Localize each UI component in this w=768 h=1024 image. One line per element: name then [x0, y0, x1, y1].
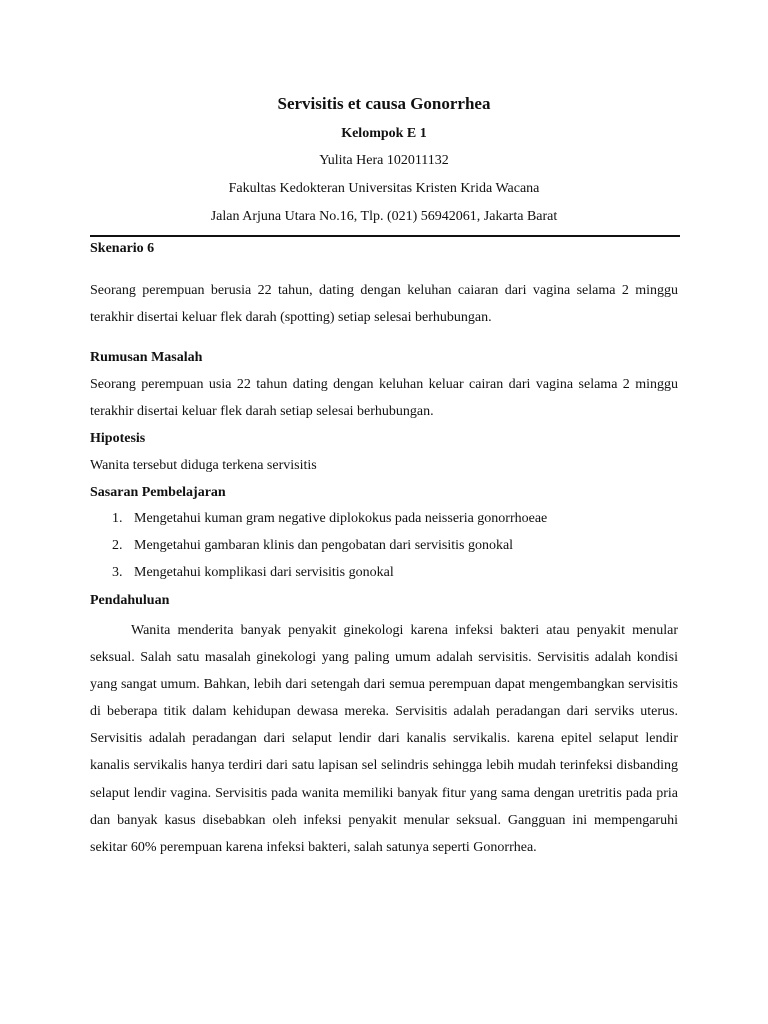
- list-number: 1.: [112, 511, 123, 526]
- faculty-line: Fakultas Kedokteran Universitas Kristen Krida Wacana: [228, 181, 540, 196]
- problem-heading: Rumusan Masalah: [90, 350, 203, 365]
- list-item: [112, 564, 394, 582]
- hypothesis-text: Wanita tersebut diduga terkena servisitis: [90, 458, 317, 473]
- introduction-text: Wanita menderita banyak penyakit ginekologi karena infeksi bakteri atau penyakit menular seksual. Salah satu masalah ginekologi yang paling umum adalah servisitis. Servisitis adalah kondisi yang sangat umum. Bahkan, lebih dari setengah dari semua perempuan dapat mengembangkan servisitis di beberapa titik dalam kehidupan dewasa mereka. Servisitis adalah peradangan dari serviks uterus. Servisitis adalah peradangan dari selaput lendir dari kanalis servikalis. karena epitel selaput lendir kanalis servikalis hanya terdiri dari satu lapisan sel selindris sehingga lebih mudah terinfeksi disbanding selaput lendir vagina. Servisitis pada wanita memiliki banyak fitur yang sama dengan uretritis pada pria dan banyak kasus disebabkan oleh infeksi penyakit menular seksual. Gangguan ini mempengaruhi sekitar 60% perempuan karena infeksi bakteri, salah satunya seperti Gonorrhea.: [90, 623, 678, 855]
- document-title: Servisitis et causa Gonorrhea: [277, 94, 491, 113]
- list-number: 2.: [112, 538, 123, 553]
- list-item: [112, 537, 513, 555]
- introduction-heading: Pendahuluan: [90, 593, 170, 608]
- scenario-heading: Skenario 6: [90, 241, 155, 256]
- list-text: Mengetahui gambaran klinis dan pengobatan dari servisitis gonokal: [134, 538, 514, 553]
- problem-text: Seorang perempuan usia 22 tahun dating dengan keluhan keluar cairan dari vagina selama 2 minggu terakhir disertai keluar flek darah setiap selesai berhubungan.: [90, 377, 678, 419]
- scenario-text: Seorang perempuan berusia 22 tahun, dating dengan keluhan caiaran dari vagina selama 2 minggu terakhir disertai keluar flek darah (spotting) setiap selesai berhubungan.: [90, 283, 678, 325]
- group-name: Kelompok E 1: [341, 126, 427, 141]
- list-text: Mengetahui kuman gram negative diplokokus pada neisseria gonorrhoeae: [134, 511, 548, 526]
- list-text: Mengetahui komplikasi dari servisitis gonokal: [134, 565, 394, 580]
- author-line: Yulita Hera 102011132: [319, 153, 449, 168]
- objectives-heading: Sasaran Pembelajaran: [90, 485, 226, 500]
- list-item: [112, 510, 547, 528]
- hypothesis-heading: Hipotesis: [90, 431, 146, 446]
- list-number: 3.: [112, 565, 123, 580]
- address-line: Jalan Arjuna Utara No.16, Tlp. (021) 56942061, Jakarta Barat: [210, 209, 558, 224]
- header-divider: [90, 235, 680, 237]
